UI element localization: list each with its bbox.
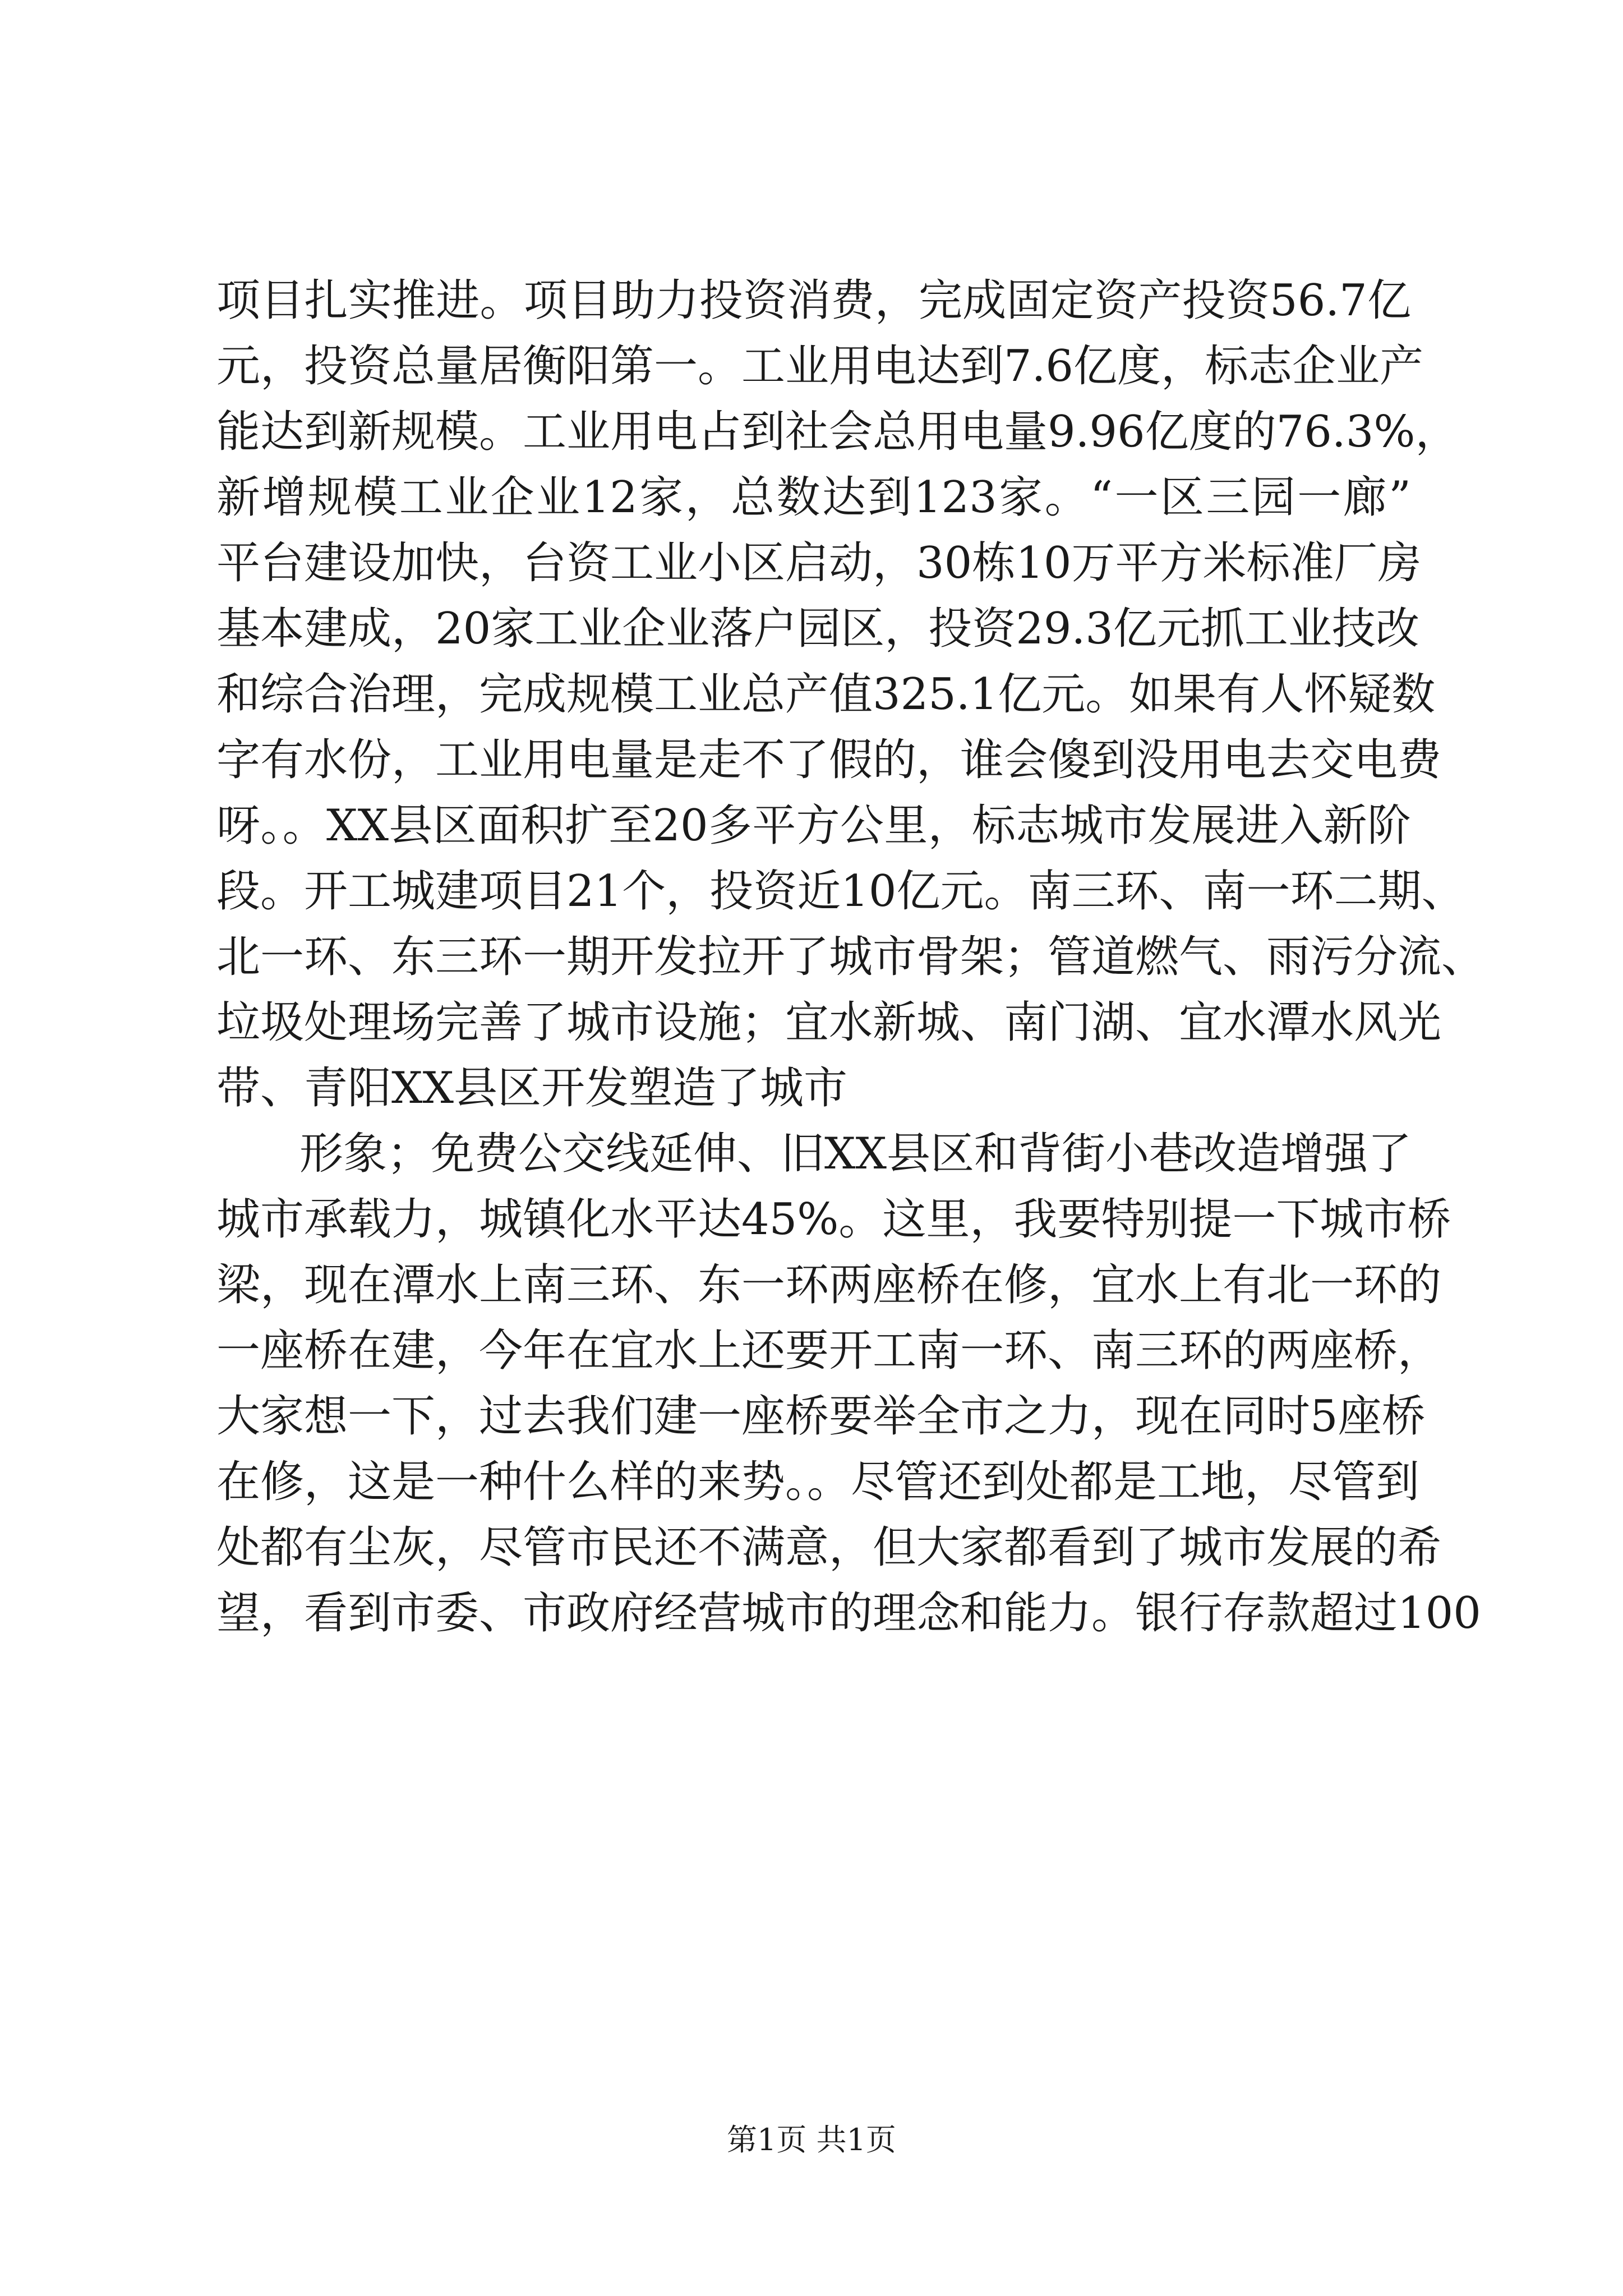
text-line: 项目扎实推进。项目助力投资消费，完成固定资产投资56.7亿 <box>216 275 1411 326</box>
text-line: 平台建设加快，台资工业小区启动，30栋10万平方米标准厂房 <box>216 538 1422 588</box>
text-line: 带、青阳XX县区开发塑造了城市 <box>216 1063 848 1114</box>
text-line: 段。开工城建项目21个，投资近10亿元。南三环、南一环二期、 <box>216 866 1465 917</box>
text-line: 呀。。XX县区面积扩至20多平方公里，标志城市发展进入新阶 <box>216 800 1411 851</box>
text-line: 垃圾处理场完善了城市设施；宜水新城、南门湖、宜水潭水风光 <box>216 997 1442 1048</box>
paragraph-2 <box>216 1121 1481 1646</box>
text-line: 形象；免费公交线延伸、旧XX县区和背街小巷改造增强了 <box>299 1129 1412 1179</box>
page-footer: 第1页 共1页 <box>727 2122 896 2157</box>
text-line: 基本建成，20家工业企业落户园区，投资29.3亿元抓工业技改 <box>216 604 1419 654</box>
text-line: 梁，现在潭水上南三环、东一环两座桥在修，宜水上有北一环的 <box>216 1260 1442 1310</box>
text-line: 一座桥在建，今年在宜水上还要开工南一环、南三环的两座桥， <box>216 1326 1442 1376</box>
text-line: 新增规模工业企业12家，总数达到123家。“一区三园一廊” <box>216 472 1411 523</box>
text-line: 能达到新规模。工业用电占到社会总用电量9.96亿度的76.3%， <box>216 407 1459 457</box>
text-line: 大家想一下，过去我们建一座桥要举全市之力，现在同时5座桥 <box>216 1391 1426 1442</box>
text-line: 城市承载力，城镇化水平达45%。这里，我要特别提一下城市桥 <box>216 1194 1451 1245</box>
text-line: 和综合治理，完成规模工业总产值325.1亿元。如果有人怀疑数 <box>216 669 1436 720</box>
document-body <box>216 268 1486 1646</box>
paragraph-1 <box>216 268 1486 1121</box>
text-line: 字有水份，工业用电量是走不了假的，谁会傻到没用电去交电费 <box>216 735 1442 785</box>
text-line: 北一环、东三环一期开发拉开了城市骨架；管道燃气、雨污分流、 <box>216 932 1486 982</box>
text-line: 望，看到市委、市政府经营城市的理念和能力。银行存款超过100 <box>216 1588 1481 1639</box>
text-line: 在修，这是一种什么样的来势。。尽管还到处都是工地，尽管到 <box>216 1457 1420 1507</box>
text-line: 元，投资总量居衡阳第一。工业用电达到7.6亿度，标志企业产 <box>216 341 1424 392</box>
text-line: 处都有尘灰，尽管市民还不满意，但大家都看到了城市发展的希 <box>216 1522 1442 1573</box>
